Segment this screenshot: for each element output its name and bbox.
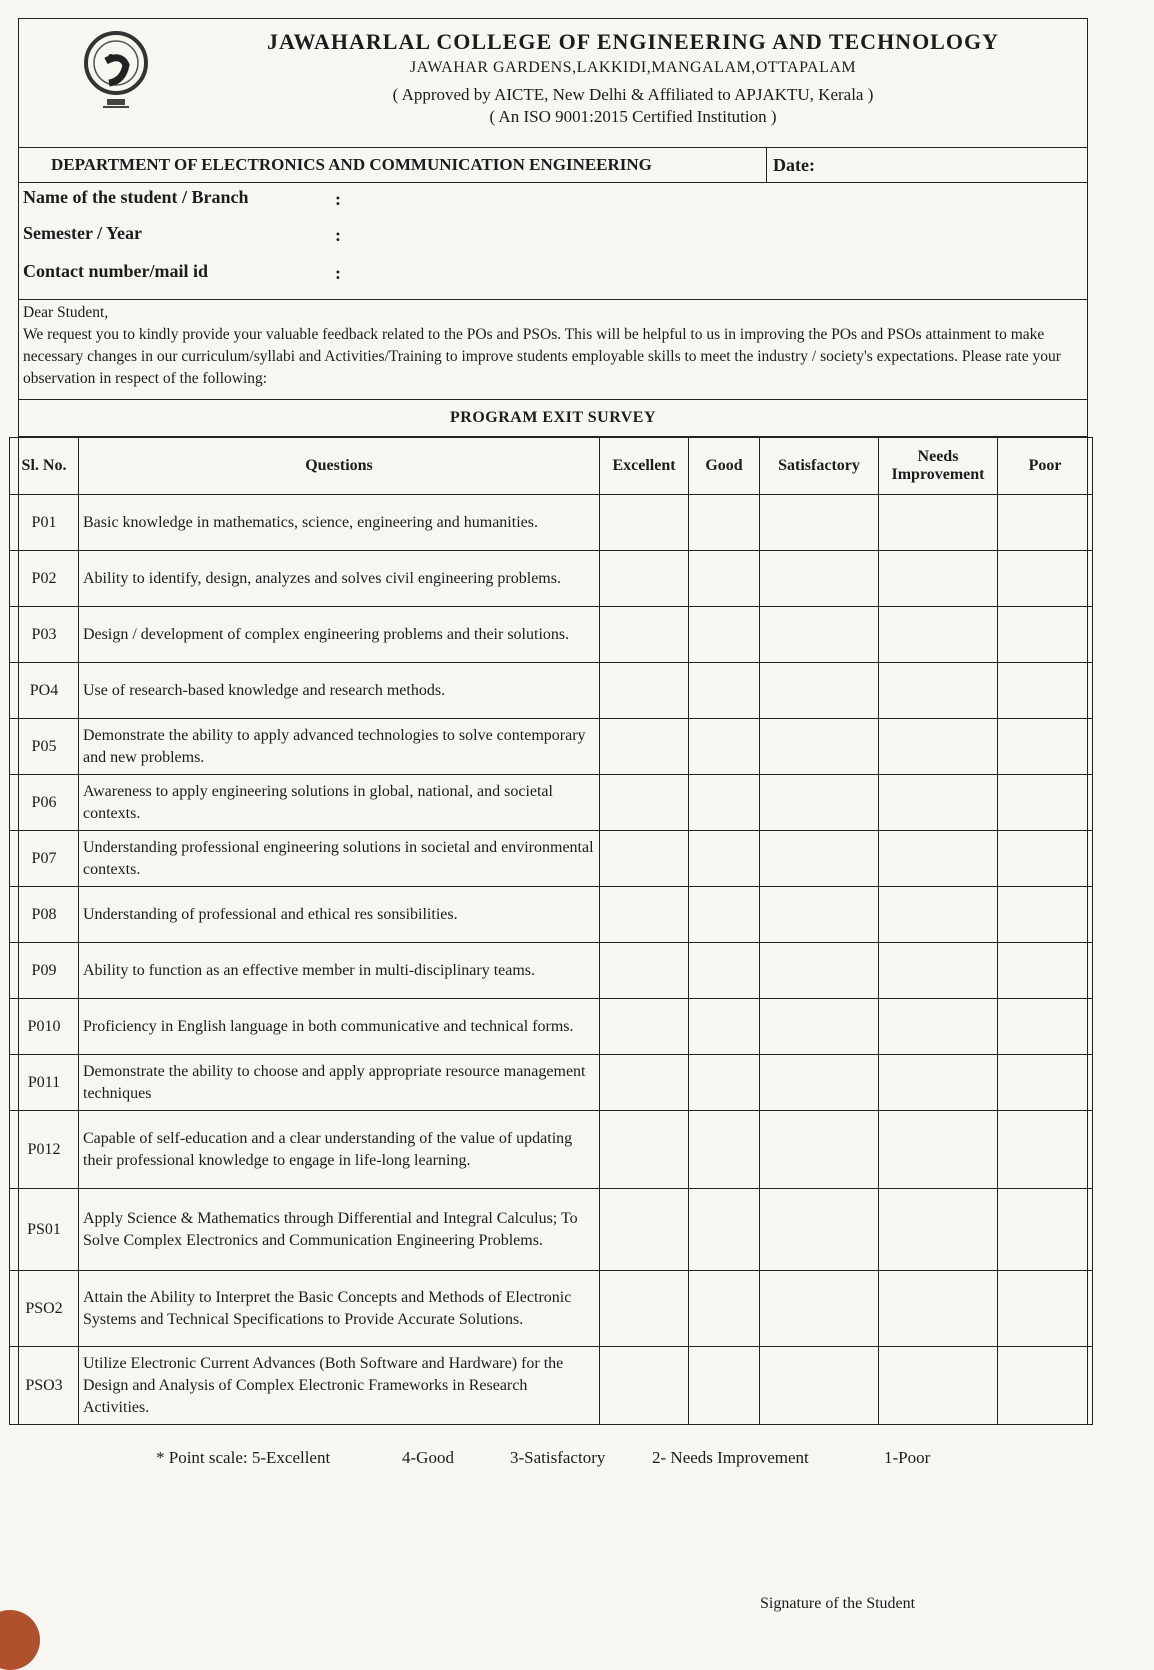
rating-cell-good[interactable] (689, 775, 760, 831)
survey-row (10, 999, 1093, 1055)
rating-cell-poor[interactable] (998, 775, 1093, 831)
rating-cell-poor[interactable] (998, 719, 1093, 775)
college-logo-icon (71, 23, 161, 115)
row-code: PS01 (10, 1189, 79, 1271)
row-code: P05 (10, 719, 79, 775)
row-code: P012 (10, 1111, 79, 1189)
col-poor: Poor (998, 438, 1093, 495)
rating-cell-excellent[interactable] (600, 887, 689, 943)
rating-cell-satisfactory[interactable] (760, 607, 879, 663)
legend-good: 4-Good (402, 1448, 454, 1467)
rating-cell-needs-improvement[interactable] (879, 887, 998, 943)
row-code: P010 (10, 999, 79, 1055)
rating-cell-excellent[interactable] (600, 1111, 689, 1189)
row-code: P01 (10, 495, 79, 551)
rating-cell-needs-improvement[interactable] (879, 1055, 998, 1111)
row-question: Demonstrate the ability to apply advanced technologies to solve contemporary and new problems. (79, 719, 600, 775)
iso-line: ( An ISO 9001:2015 Certified Institution ) (489, 107, 777, 126)
survey-title: PROGRAM EXIT SURVEY (19, 400, 1087, 437)
row-question: Understanding of professional and ethical res sonsibilities. (79, 887, 600, 943)
rating-cell-poor[interactable] (998, 495, 1093, 551)
col-satisfactory: Satisfactory (760, 438, 879, 495)
rating-cell-good[interactable] (689, 495, 760, 551)
rating-cell-excellent[interactable] (600, 719, 689, 775)
rating-cell-needs-improvement[interactable] (879, 495, 998, 551)
row-question: Ability to function as an effective member in multi-disciplinary teams. (79, 943, 600, 999)
rating-cell-excellent[interactable] (600, 607, 689, 663)
rating-cell-satisfactory[interactable] (760, 495, 879, 551)
row-code: P08 (10, 887, 79, 943)
row-code: P09 (10, 943, 79, 999)
survey-row (10, 887, 1093, 943)
rating-cell-excellent[interactable] (600, 775, 689, 831)
rating-cell-satisfactory[interactable] (760, 775, 879, 831)
survey-row (10, 551, 1093, 607)
salutation: Dear Student, (23, 304, 109, 321)
row-question: Basic knowledge in mathematics, science, engineering and humanities. (79, 495, 600, 551)
rating-cell-needs-improvement[interactable] (879, 831, 998, 887)
rating-cell-needs-improvement[interactable] (879, 719, 998, 775)
rating-cell-poor[interactable] (998, 943, 1093, 999)
survey-row (10, 719, 1093, 775)
row-code: P03 (10, 607, 79, 663)
survey-row (10, 1271, 1093, 1347)
row-question: Proficiency in English language in both communicative and technical forms. (79, 999, 600, 1055)
rating-cell-needs-improvement[interactable] (879, 663, 998, 719)
row-question: Ability to identify, design, analyzes and solves civil engineering problems. (79, 551, 600, 607)
row-question: Understanding professional engineering solutions in societal and environmental contexts. (79, 831, 600, 887)
rating-cell-good[interactable] (689, 943, 760, 999)
corner-mark (0, 1610, 40, 1670)
rating-cell-satisfactory[interactable] (760, 1271, 879, 1347)
rating-cell-excellent[interactable] (600, 1189, 689, 1271)
survey-row (10, 495, 1093, 551)
student-details (19, 183, 1087, 300)
rating-cell-good[interactable] (689, 1111, 760, 1189)
rating-cell-good[interactable] (689, 1271, 760, 1347)
row-code: P06 (10, 775, 79, 831)
row-question: Demonstrate the ability to choose and apply appropriate resource management techniques (79, 1055, 600, 1111)
rating-cell-satisfactory[interactable] (760, 663, 879, 719)
legend-poor: 1-Poor (884, 1448, 931, 1467)
point-scale-legend (0, 1448, 1154, 1472)
survey-row (10, 775, 1093, 831)
rating-cell-poor[interactable] (998, 831, 1093, 887)
rating-cell-excellent[interactable] (600, 551, 689, 607)
survey-row (10, 1347, 1093, 1425)
rating-cell-needs-improvement[interactable] (879, 1347, 998, 1425)
rating-cell-needs-improvement[interactable] (879, 1189, 998, 1271)
col-questions: Questions (79, 438, 600, 495)
row-question: Utilize Electronic Current Advances (Both Software and Hardware) for the Design and Analysis of Complex Electronic Frameworks in Research Activities. (79, 1347, 600, 1425)
row-question: Capable of self-education and a clear understanding of the value of updating their professional knowledge to engage in life-long learning. (79, 1111, 600, 1189)
rating-cell-excellent[interactable] (600, 1055, 689, 1111)
rating-cell-good[interactable] (689, 831, 760, 887)
survey-row (10, 1189, 1093, 1271)
legend-satisfactory: 3-Satisfactory (510, 1448, 606, 1467)
rating-cell-poor[interactable] (998, 999, 1093, 1055)
rating-cell-satisfactory[interactable] (760, 719, 879, 775)
rating-cell-poor[interactable] (998, 1189, 1093, 1271)
rating-cell-good[interactable] (689, 719, 760, 775)
row-code: PSO2 (10, 1271, 79, 1347)
rating-cell-satisfactory[interactable] (760, 1189, 879, 1271)
rating-cell-excellent[interactable] (600, 1347, 689, 1425)
survey-row (10, 943, 1093, 999)
rating-cell-poor[interactable] (998, 1347, 1093, 1425)
col-needs-improvement: Needs Improvement (879, 438, 998, 495)
rating-cell-poor[interactable] (998, 663, 1093, 719)
rating-cell-good[interactable] (689, 887, 760, 943)
college-address: JAWAHAR GARDENS,LAKKIDI,MANGALAM,OTTAPALAM (409, 59, 857, 76)
rating-cell-satisfactory[interactable] (760, 887, 879, 943)
survey-table (9, 437, 1093, 1425)
row-code: P02 (10, 551, 79, 607)
rating-cell-excellent[interactable] (600, 663, 689, 719)
rating-cell-good[interactable] (689, 999, 760, 1055)
student-name-field[interactable]: Name of the student / Branch : (23, 187, 341, 209)
rating-cell-poor[interactable] (998, 887, 1093, 943)
rating-cell-good[interactable] (689, 1347, 760, 1425)
rating-cell-satisfactory[interactable] (760, 1055, 879, 1111)
rating-cell-poor[interactable] (998, 1111, 1093, 1189)
row-question: Design / development of complex engineering problems and their solutions. (79, 607, 600, 663)
row-question: Attain the Ability to Interpret the Basic Concepts and Methods of Electronic Systems and Technical Specifications to Provide Accurate Solutions. (79, 1271, 600, 1347)
college-name: JAWAHARLAL COLLEGE OF ENGINEERING AND TECHNOLOGY (267, 29, 999, 54)
intro-text (19, 300, 1087, 400)
rating-cell-excellent[interactable] (600, 943, 689, 999)
rating-cell-excellent[interactable] (600, 1271, 689, 1347)
rating-cell-satisfactory[interactable] (760, 1347, 879, 1425)
col-good: Good (689, 438, 760, 495)
survey-row (10, 1055, 1093, 1111)
rating-cell-excellent[interactable] (600, 495, 689, 551)
rating-cell-excellent[interactable] (600, 999, 689, 1055)
row-code: PSO3 (10, 1347, 79, 1425)
approval-line: ( Approved by AICTE, New Delhi & Affiliated to APJAKTU, Kerala ) (392, 85, 874, 104)
col-sl-no: Sl. No. (10, 438, 79, 495)
rating-cell-needs-improvement[interactable] (879, 943, 998, 999)
rating-cell-excellent[interactable] (600, 831, 689, 887)
legend-excellent: * Point scale: 5-Excellent (156, 1448, 331, 1467)
department-name: DEPARTMENT OF ELECTRONICS AND COMMUNICATION ENGINEERING (19, 148, 767, 182)
rating-cell-needs-improvement[interactable] (879, 1271, 998, 1347)
rating-cell-good[interactable] (689, 1055, 760, 1111)
row-code: PO4 (10, 663, 79, 719)
contact-field[interactable]: Contact number/mail id : (23, 261, 341, 283)
survey-row (10, 607, 1093, 663)
date-field[interactable]: Date: (773, 154, 815, 175)
row-question: Use of research-based knowledge and research methods. (79, 663, 600, 719)
legend-needs-improvement: 2- Needs Improvement (652, 1448, 809, 1467)
rating-cell-poor[interactable] (998, 1271, 1093, 1347)
rating-cell-needs-improvement[interactable] (879, 1111, 998, 1189)
rating-cell-satisfactory[interactable] (760, 1111, 879, 1189)
row-question: Apply Science & Mathematics through Differential and Integral Calculus; To Solve Complex Electronics and Communication Engineering Problems. (79, 1189, 600, 1271)
rating-cell-good[interactable] (689, 607, 760, 663)
rating-cell-satisfactory[interactable] (760, 551, 879, 607)
survey-row (10, 1111, 1093, 1189)
row-code: P011 (10, 1055, 79, 1111)
col-excellent: Excellent (600, 438, 689, 495)
intro-body: We request you to kindly provide your valuable feedback related to the POs and PSOs. This will be helpful to us in improving the POs and PSOs attainment to make necessary changes in our curriculum/syllabi and Activities/Training to improve students employable skills to meet the industry / society's expectations. Please rate your observation in respect of the following: (23, 326, 1061, 387)
feedback-form (18, 18, 1088, 1425)
row-code: P07 (10, 831, 79, 887)
letterhead (19, 19, 1087, 148)
rating-cell-needs-improvement[interactable] (879, 775, 998, 831)
rating-cell-poor[interactable] (998, 1055, 1093, 1111)
signature-label: Signature of the Student (760, 1595, 916, 1612)
rating-cell-satisfactory[interactable] (760, 999, 879, 1055)
rating-cell-needs-improvement[interactable] (879, 999, 998, 1055)
rating-cell-needs-improvement[interactable] (879, 551, 998, 607)
row-question: Awareness to apply engineering solutions in global, national, and societal contexts. (79, 775, 600, 831)
rating-cell-satisfactory[interactable] (760, 943, 879, 999)
rating-cell-good[interactable] (689, 1189, 760, 1271)
semester-field[interactable]: Semester / Year : (23, 223, 341, 245)
rating-cell-satisfactory[interactable] (760, 831, 879, 887)
rating-cell-poor[interactable] (998, 607, 1093, 663)
survey-row (10, 663, 1093, 719)
rating-cell-good[interactable] (689, 551, 760, 607)
rating-cell-poor[interactable] (998, 551, 1093, 607)
rating-cell-needs-improvement[interactable] (879, 607, 998, 663)
rating-cell-good[interactable] (689, 663, 760, 719)
survey-row (10, 831, 1093, 887)
